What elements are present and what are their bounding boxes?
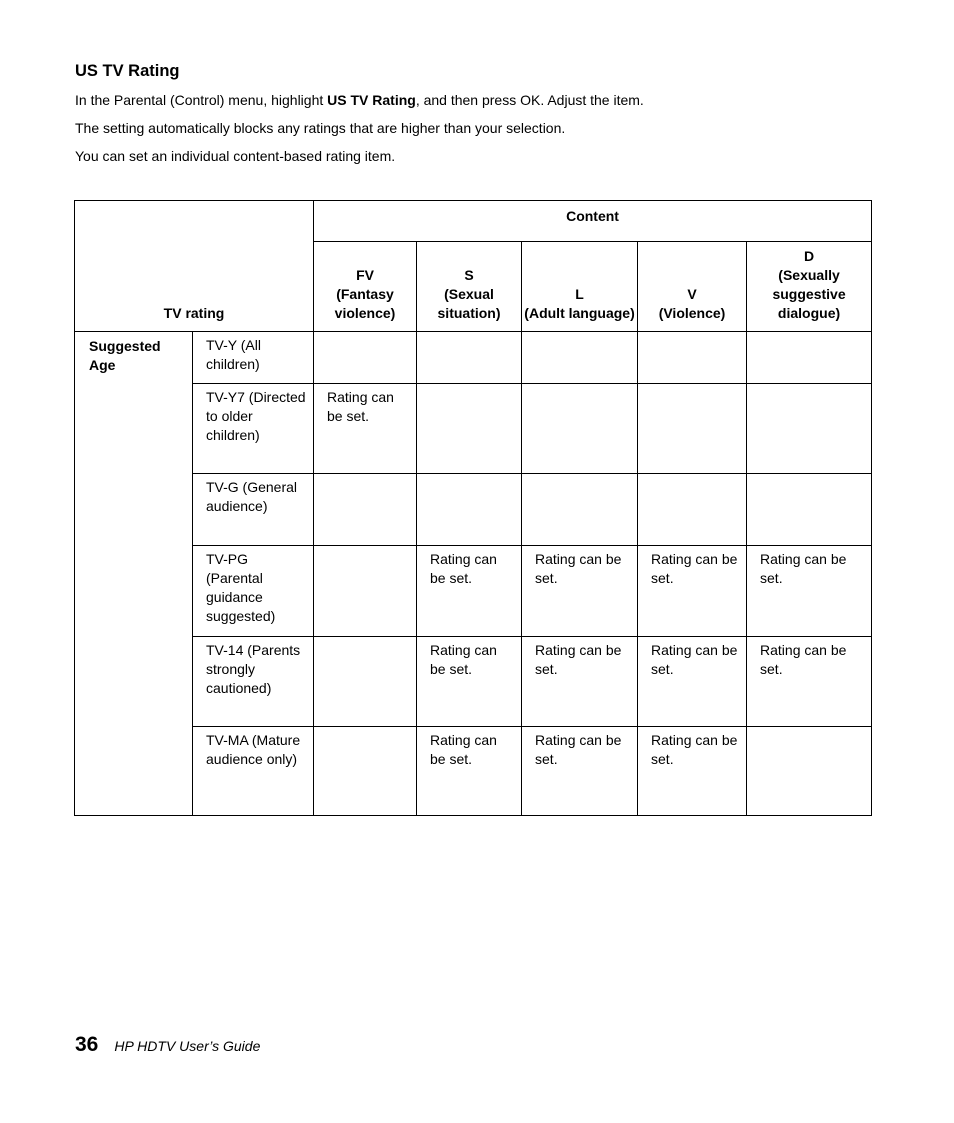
- rating-cell: [747, 474, 872, 546]
- rating-cell: Rating can be set.: [314, 384, 417, 474]
- category-header-d: [747, 242, 872, 332]
- category-description: (Sexual situation): [437, 286, 501, 321]
- rating-cell: Rating can be set.: [522, 637, 638, 727]
- rating-cell: [417, 474, 522, 546]
- rating-cell: Rating can be set.: [522, 546, 638, 637]
- content-header: Content: [314, 201, 872, 242]
- rating-cell: [522, 384, 638, 474]
- category-header-s: [417, 242, 522, 332]
- rating-label: TV-MA (Mature audience only): [193, 727, 314, 816]
- rating-cell: [638, 474, 747, 546]
- category-description: (Violence): [658, 305, 726, 321]
- category-code: S: [464, 267, 474, 283]
- rating-cell: Rating can be set.: [747, 546, 872, 637]
- category-description: (Adult language): [524, 305, 635, 321]
- intro-bold-term: US TV Rating: [327, 92, 416, 108]
- intro-paragraph: In the Parental (Control) menu, highlight US TV Rating, and then press OK. Adjust the item.: [75, 92, 644, 108]
- table-row: [75, 384, 872, 474]
- guide-title: HP HDTV User’s Guide: [114, 1038, 261, 1054]
- table-row: [75, 727, 872, 816]
- rating-cell: Rating can be set.: [417, 546, 522, 637]
- rating-cell: [747, 384, 872, 474]
- rating-cell: [747, 727, 872, 816]
- section-heading: US TV Rating: [75, 62, 180, 80]
- blocking-paragraph: The setting automatically blocks any ratings that are higher than your selection.: [75, 120, 566, 136]
- rating-cell: [638, 384, 747, 474]
- category-code: V: [687, 286, 697, 302]
- rating-cell: Rating can be set.: [638, 637, 747, 727]
- rating-cell: [314, 546, 417, 637]
- tv-rating-header: TV rating: [75, 201, 314, 332]
- rating-cell: [522, 474, 638, 546]
- rating-cell: [417, 384, 522, 474]
- page-number: 36: [75, 1033, 99, 1056]
- suggested-age-label: Suggested Age: [75, 332, 193, 816]
- category-description: (Fantasy violence): [334, 286, 396, 321]
- category-code: D: [803, 248, 815, 264]
- rating-label: TV-Y7 (Directed to older children): [193, 384, 314, 474]
- table-row: [75, 637, 872, 727]
- table-row: [75, 474, 872, 546]
- category-description: (Sexually suggestive dialogue): [772, 267, 846, 321]
- us-tv-rating-table: [74, 200, 872, 816]
- rating-label: TV-14 (Parents strongly cautioned): [193, 637, 314, 727]
- rating-cell: Rating can be set.: [522, 727, 638, 816]
- rating-label: TV-G (General audience): [193, 474, 314, 546]
- rating-cell: Rating can be set.: [417, 637, 522, 727]
- rating-cell: Rating can be set.: [638, 546, 747, 637]
- rating-cell: [314, 727, 417, 816]
- rating-cell: [417, 332, 522, 384]
- page-footer: [75, 1033, 260, 1057]
- content-rating-paragraph: You can set an individual content-based rating item.: [75, 148, 396, 164]
- rating-cell: Rating can be set.: [747, 637, 872, 727]
- category-header-fv: [314, 242, 417, 332]
- category-header-l: [522, 242, 638, 332]
- table-row: [75, 332, 872, 384]
- rating-cell: [522, 332, 638, 384]
- category-code: FV: [356, 267, 374, 283]
- rating-cell: Rating can be set.: [638, 727, 747, 816]
- rating-label: TV-PG (Parental guidance suggested): [193, 546, 314, 637]
- rating-cell: [314, 637, 417, 727]
- rating-cell: [314, 332, 417, 384]
- table-row: [75, 546, 872, 637]
- rating-cell: [747, 332, 872, 384]
- category-code: L: [575, 286, 584, 302]
- category-header-v: [638, 242, 747, 332]
- rating-cell: [638, 332, 747, 384]
- rating-label: TV-Y (All children): [193, 332, 314, 384]
- rating-cell: Rating can be set.: [417, 727, 522, 816]
- rating-cell: [314, 474, 417, 546]
